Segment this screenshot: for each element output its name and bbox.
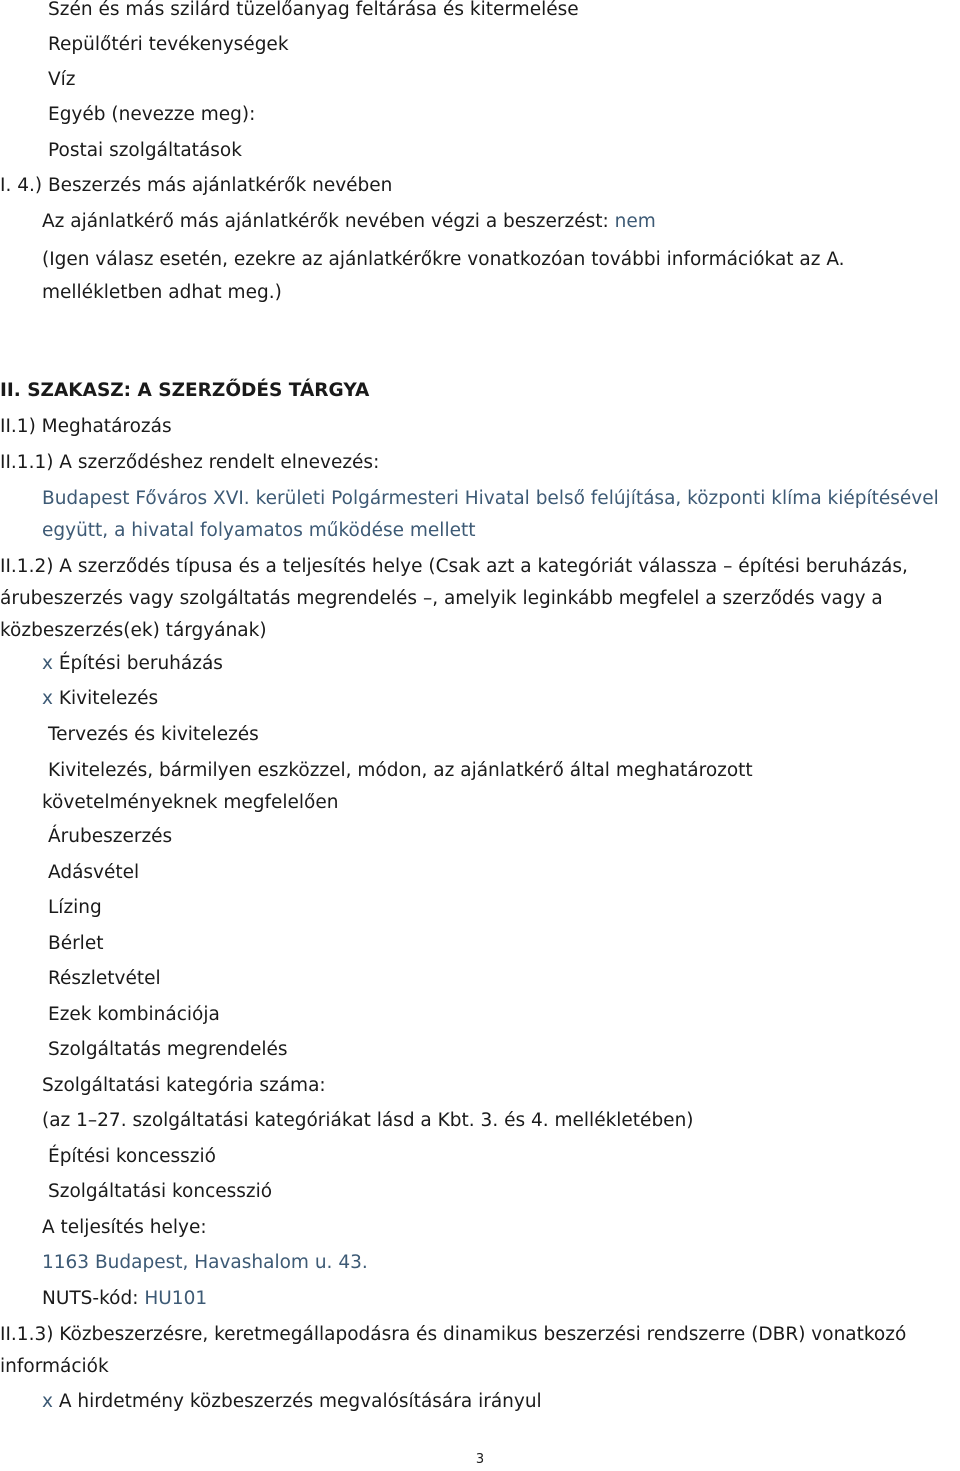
section-i4-question xyxy=(42,207,656,237)
check-mark: x xyxy=(42,1391,53,1412)
option-service-concession: Szolgáltatási koncesszió xyxy=(48,1181,273,1202)
list-item-coal: Szén és más szilárd tüzelőanyag feltárása és kitermelése xyxy=(48,0,579,20)
service-category-note: (az 1–27. szolgáltatási kategóriákat lásd a Kbt. 3. és 4. mellékletében) xyxy=(42,1110,694,1131)
nuts-code xyxy=(42,1284,207,1314)
service-category-label: Szolgáltatási kategória száma: xyxy=(42,1075,326,1096)
option-works-label: Építési beruházás xyxy=(58,653,223,674)
option-execution-label: Kivitelezés xyxy=(58,688,159,709)
list-item-other: Egyéb (nevezze meg): xyxy=(48,104,256,125)
section-i4-answer: nem xyxy=(614,211,656,232)
list-item-airport: Repülőtéri tevékenységek xyxy=(48,34,289,55)
section-ii1-heading: II.1) Meghatározás xyxy=(0,416,172,437)
section-ii11-label: II.1.1) A szerződéshez rendelt elnevezés: xyxy=(0,452,380,473)
option-leasing: Lízing xyxy=(48,897,102,918)
check-mark: x xyxy=(42,653,53,674)
option-execution xyxy=(42,684,158,714)
option-services: Szolgáltatás megrendelés xyxy=(48,1039,288,1060)
section-i4-heading: I. 4.) Beszerzés más ajánlatkérők nevében xyxy=(0,175,393,196)
option-supplies: Árubeszerzés xyxy=(48,826,173,847)
section-i4-question-label: Az ajánlatkérő más ajánlatkérők nevében végzi a beszerzést: xyxy=(42,211,609,232)
option-execution-any: Kivitelezés, bármilyen eszközzel, módon, az ajánlatkérő által meghatározott követelményeknek megfelelően xyxy=(42,760,753,813)
page-number: 3 xyxy=(475,1452,485,1467)
place-value: 1163 Budapest, Havashalom u. 43. xyxy=(42,1252,368,1273)
list-item-postal: Postai szolgáltatások xyxy=(48,140,242,161)
option-combination: Ezek kombinációja xyxy=(48,1004,220,1025)
place-label: A teljesítés helye: xyxy=(42,1217,207,1238)
section-ii13-label: II.1.3) Közbeszerzésre, keretmegállapodásra és dinamikus beszerzési rendszerre (DBR) vonatkozó információk xyxy=(0,1324,907,1377)
contract-title: Budapest Főváros XVI. kerületi Polgármesteri Hivatal belső felújítása, központi klíma kiépítésével együtt, a hivatal folyamatos működése mellett xyxy=(42,488,939,541)
option-hire-purchase: Részletvétel xyxy=(48,968,161,989)
option-public-procurement xyxy=(42,1387,542,1417)
option-purchase: Adásvétel xyxy=(48,862,140,883)
nuts-value: HU101 xyxy=(144,1288,208,1309)
nuts-label: NUTS-kód: xyxy=(42,1288,139,1309)
option-rent: Bérlet xyxy=(48,933,104,954)
list-item-water: Víz xyxy=(48,69,76,90)
option-public-procurement-label: A hirdetmény közbeszerzés megvalósítására irányul xyxy=(58,1391,542,1412)
option-design-execution: Tervezés és kivitelezés xyxy=(48,724,259,745)
section-ii12-label: II.1.2) A szerződés típusa és a teljesítés helye (Csak azt a kategóriát válassza – építési beruházás, árubeszerzés vagy szolgáltatás megrendelés –, amelyik leginkább megfelel a szerződés vagy a közbeszerzés(ek) tárgyának) xyxy=(0,556,908,641)
section-i4-note: (Igen válasz esetén, ezekre az ajánlatkérőkre vonatkozóan további információkat az A. mellékletben adhat meg.) xyxy=(42,249,845,303)
option-works-concession: Építési koncesszió xyxy=(48,1146,216,1167)
option-works xyxy=(42,649,223,679)
section-ii-heading: II. SZAKASZ: A SZERZŐDÉS TÁRGYA xyxy=(0,380,370,401)
check-mark: x xyxy=(42,688,53,709)
